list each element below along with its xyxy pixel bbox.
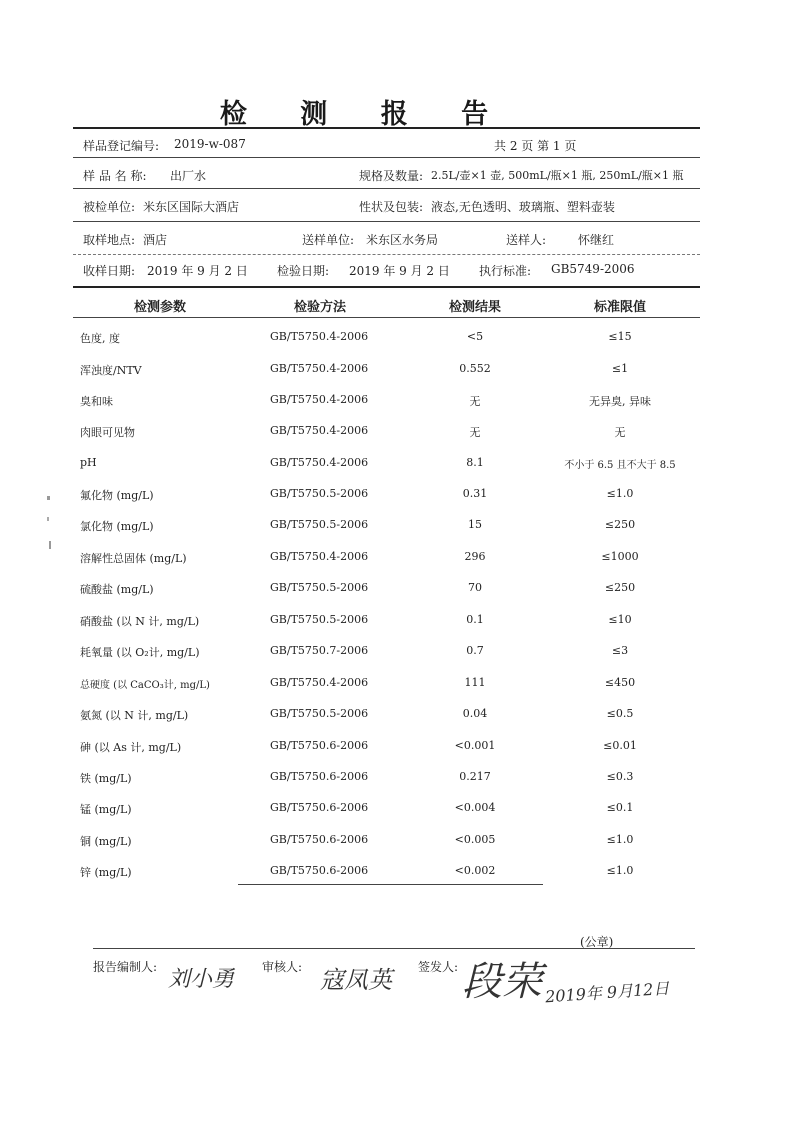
test-date-label: 检验日期: (277, 264, 330, 278)
header-rule-4 (73, 254, 700, 255)
param-cell: 氨氮 (以 N 计, mg/L) (80, 709, 189, 722)
sample-reg-label: 样品登记编号: (83, 139, 160, 153)
result-cell: 296 (464, 550, 486, 563)
sender-label: 送样人: (506, 233, 547, 247)
column-header-method: 检验方法 (293, 300, 346, 315)
limit-cell: ≤15 (608, 330, 632, 343)
limit-cell: ≤0.01 (603, 739, 637, 752)
binding-mark (47, 496, 50, 500)
method-cell: GB/T5750.5-2006 (270, 581, 369, 594)
sending-unit-label: 送样单位: (302, 233, 355, 247)
method-cell: GB/T5750.5-2006 (270, 518, 369, 531)
limit-cell: ≤3 (611, 644, 629, 657)
result-cell: <5 (466, 330, 484, 343)
param-cell: 硫酸盐 (mg/L) (80, 583, 154, 596)
reviewer-signature: 寇凤英 (320, 966, 392, 994)
param-cell: 色度, 度 (80, 332, 120, 345)
limit-cell: ≤1.0 (606, 487, 634, 500)
inspected-unit-value: 米东区国际大酒店 (143, 200, 240, 214)
limit-cell: ≤10 (608, 613, 632, 626)
test-date-value: 2019 年 9 月 2 日 (349, 264, 450, 278)
limit-cell: ≤0.3 (606, 770, 634, 783)
limit-cell: ≤250 (604, 581, 636, 594)
method-cell: GB/T5750.4-2006 (270, 456, 369, 469)
sample-reg-value: 2019-w-087 (174, 137, 246, 151)
result-cell: 0.217 (459, 770, 491, 783)
result-cell: 无 (469, 395, 481, 408)
param-cell: 铜 (mg/L) (80, 835, 132, 848)
limit-cell: 无 (614, 426, 626, 439)
spec-value: 2.5L/壶×1 壶, 500mL/瓶×1 瓶, 250mL/瓶×1 瓶 (431, 169, 684, 182)
method-cell: GB/T5750.5-2006 (270, 613, 369, 626)
param-cell: 总硬度 (以 CaCO₃计, mg/L) (80, 680, 210, 691)
param-cell: 浑浊度/NTV (80, 364, 142, 377)
spec-label: 规格及数量: (359, 169, 424, 183)
property-label: 性状及包装: (359, 200, 424, 214)
result-cell: 无 (469, 426, 481, 439)
header-bottom-rule (73, 286, 700, 288)
header-rule-2 (73, 188, 700, 189)
issuer-label: 签发人: (418, 960, 459, 974)
reviewer-label: 审核人: (262, 960, 303, 974)
limit-cell: 不小于 6.5 且不大于 8.5 (564, 460, 676, 471)
method-cell: GB/T5750.6-2006 (270, 833, 369, 846)
column-header-param: 检测参数 (133, 300, 186, 315)
param-cell: 氯化物 (mg/L) (80, 520, 154, 533)
compiler-signature: 刘小勇 (168, 967, 235, 992)
method-cell: GB/T5750.4-2006 (270, 676, 369, 689)
method-cell: GB/T5750.4-2006 (270, 424, 369, 437)
result-cell: 0.31 (462, 487, 488, 500)
method-cell: GB/T5750.6-2006 (270, 864, 369, 877)
param-cell: 臭和味 (80, 395, 113, 408)
binding-mark (49, 541, 51, 549)
limit-cell: ≤0.1 (606, 801, 634, 814)
report-title: 检 测 报 告 (219, 99, 511, 130)
result-cell: <0.002 (454, 864, 496, 877)
result-cell: <0.004 (454, 801, 496, 814)
method-cell: GB/T5750.6-2006 (270, 801, 369, 814)
compiler-label: 报告编制人: (93, 960, 158, 974)
sending-unit-value: 米东区水务局 (366, 233, 439, 247)
limit-cell: ≤1.0 (606, 833, 634, 846)
method-cell: GB/T5750.7-2006 (270, 644, 369, 657)
method-cell: GB/T5750.4-2006 (270, 362, 369, 375)
method-cell: GB/T5750.5-2006 (270, 487, 369, 500)
column-header-result: 检测结果 (448, 300, 501, 315)
binding-mark (47, 517, 49, 521)
result-cell: 0.7 (466, 644, 484, 657)
limit-cell: ≤250 (604, 518, 636, 531)
table-header-rule (73, 317, 700, 318)
result-cell: 0.1 (466, 613, 484, 626)
sample-name-label: 样 品 名 称: (83, 169, 147, 183)
result-cell: <0.005 (454, 833, 496, 846)
result-cell: 111 (464, 676, 486, 689)
standard-value: GB5749-2006 (551, 262, 635, 276)
seal-label: (公章) (580, 935, 614, 949)
receive-date-label: 收样日期: (83, 264, 136, 278)
param-cell: 溶解性总固体 (mg/L) (80, 552, 187, 565)
result-cell: 0.552 (459, 362, 491, 375)
result-cell: 0.04 (462, 707, 488, 720)
sampling-site-value: 酒店 (143, 233, 168, 247)
sample-name-value: 出厂水 (170, 169, 207, 183)
result-cell: 8.1 (466, 456, 484, 469)
method-cell: GB/T5750.5-2006 (270, 707, 369, 720)
param-cell: 铁 (mg/L) (80, 772, 132, 785)
receive-date-value: 2019 年 9 月 2 日 (147, 264, 248, 278)
method-cell: GB/T5750.4-2006 (270, 330, 369, 343)
footer-rule (93, 948, 695, 949)
param-cell: 氟化物 (mg/L) (80, 489, 154, 502)
result-cell: 15 (468, 518, 482, 531)
param-cell: 砷 (以 As 计, mg/L) (80, 741, 182, 754)
method-cell: GB/T5750.6-2006 (270, 739, 369, 752)
result-cell: <0.001 (454, 739, 496, 752)
method-cell: GB/T5750.4-2006 (270, 550, 369, 563)
limit-cell: 无异臭, 异味 (589, 395, 651, 408)
method-cell: GB/T5750.4-2006 (270, 393, 369, 406)
signature-date: 2019年 9月12日 (544, 978, 670, 1007)
header-rule-3 (73, 221, 700, 222)
page-info: 共 2 页 第 1 页 (494, 139, 577, 153)
param-cell: 硝酸盐 (以 N 计, mg/L) (80, 615, 200, 628)
param-cell: pH (80, 456, 97, 469)
issuer-signature: 段荣 (462, 959, 542, 1005)
method-cell: GB/T5750.6-2006 (270, 770, 369, 783)
limit-cell: ≤450 (604, 676, 636, 689)
limit-cell: ≤0.5 (606, 707, 634, 720)
param-cell: 肉眼可见物 (80, 426, 135, 439)
table-end-rule (238, 884, 543, 885)
limit-cell: ≤1 (611, 362, 629, 375)
sampling-site-label: 取样地点: (83, 233, 136, 247)
param-cell: 锌 (mg/L) (80, 866, 132, 879)
header-top-rule (73, 127, 700, 129)
inspected-unit-label: 被检单位: (83, 200, 136, 214)
param-cell: 锰 (mg/L) (80, 803, 132, 816)
limit-cell: ≤1000 (601, 550, 639, 563)
property-value: 液态,无色透明、玻璃瓶、塑料壶装 (431, 200, 615, 214)
limit-cell: ≤1.0 (606, 864, 634, 877)
column-header-limit: 标准限值 (593, 300, 646, 315)
sender-value: 怀继红 (578, 233, 615, 247)
standard-label: 执行标准: (479, 264, 532, 278)
result-cell: 70 (468, 581, 482, 594)
param-cell: 耗氧量 (以 O₂计, mg/L) (80, 646, 200, 659)
header-rule-1 (73, 157, 700, 158)
